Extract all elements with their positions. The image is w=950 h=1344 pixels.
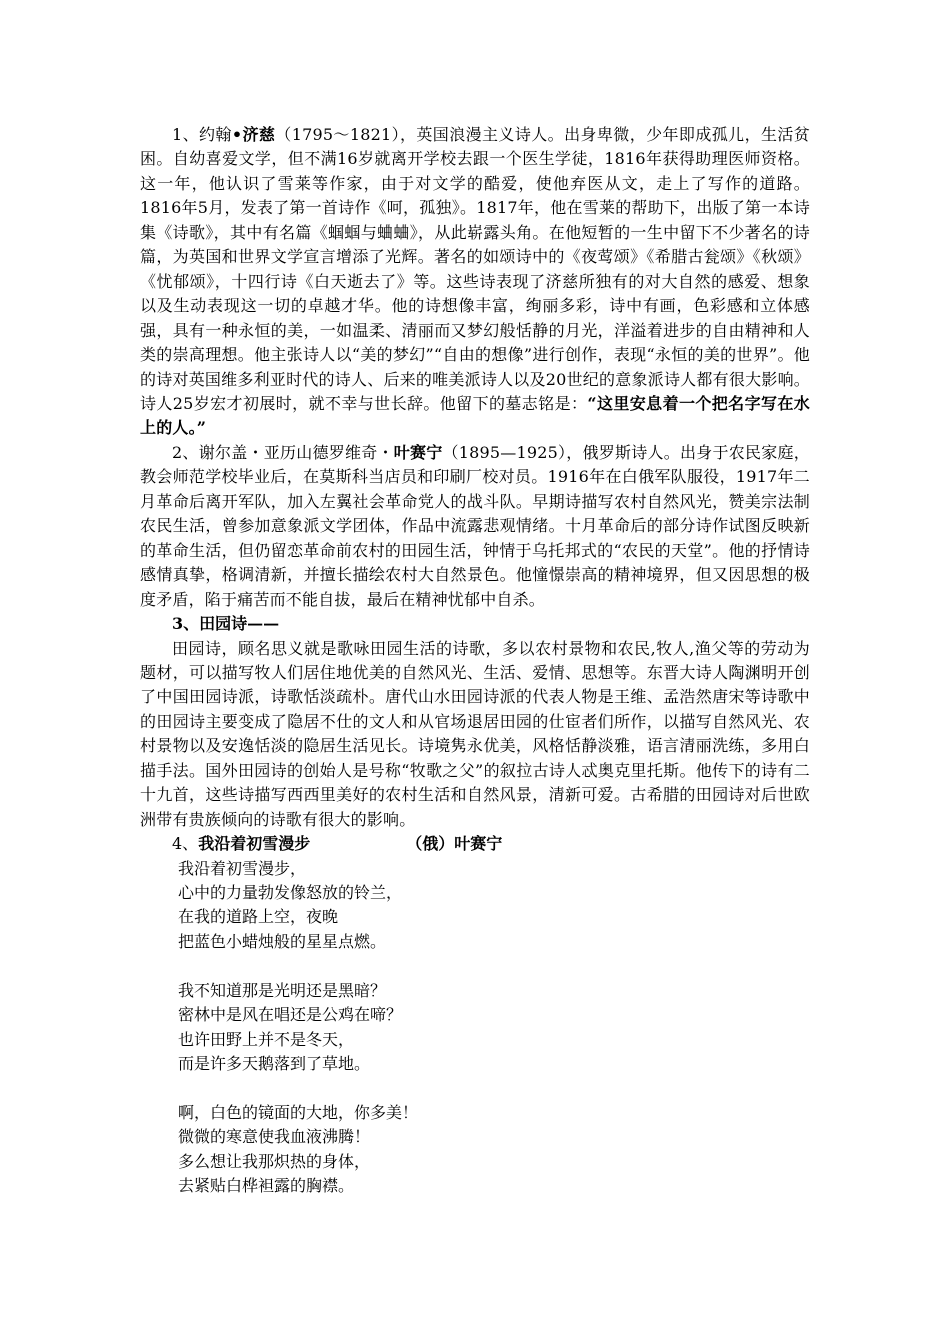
section-yesenin: [140, 441, 810, 612]
keats-name-first: 约翰: [199, 125, 232, 144]
poem-line: 多么想让我那炽热的身体，: [178, 1151, 371, 1171]
name-dot: •: [231, 125, 243, 144]
poem-line: 微微的寒意使我血液沸腾！: [178, 1127, 371, 1147]
document-page: [140, 123, 810, 1199]
section-number: 2、: [172, 442, 199, 462]
section-pastoral-body: 田园诗，顾名思义就是歌咏田园生活的诗歌，多以农村景物和农民,牧人,渔父等的劳动为题材，可以描写牧人们居住地优美的自然风光、生活、爱情、思想等。东晋大诗人陶渊明开创了中国田园诗派，诗歌恬淡疏朴。唐代山水田园诗派的代表人物是王维、孟浩然唐宋等诗歌中的田园诗主要变成了隐居不仕的文人和从官场退居田园的仕宦者们所作，以描写自然风光、农村景物以及安逸恬淡的隐居生活见长。诗境隽永优美，风格恬静淡雅，语言清丽洗练，多用白描手法。国外田园诗的创始人是号称“牧歌之父”的叙拉古诗人忒奥克里托斯。他传下的诗有二十九首，这些诗描写西西里美好的农村生活和自然风景，清新可爱。古希腊的田园诗对后世欧洲带有贵族倾向的诗歌有很大的影响。: [140, 638, 810, 829]
keats-name-last: 济慈: [242, 125, 276, 144]
poem-author: （俄）叶赛宁: [406, 834, 503, 854]
poem-line: 去紧贴白桦袒露的胸襟。: [178, 1176, 355, 1196]
section-keats: [140, 123, 810, 441]
poem-line: 也许田野上并不是冬天，: [178, 1029, 355, 1049]
poem-line: 心中的力量勃发像怒放的铃兰，: [178, 883, 403, 903]
stanza-gap: [178, 954, 810, 978]
poem-line: 我沿着初雪漫步，: [178, 858, 307, 878]
poem-body: [140, 857, 810, 1199]
keats-body: （1795～1821），英国浪漫主义诗人。出身卑微，少年即成孤儿，生活贫困。自幼喜爱文学，但不满16岁就离开学校去跟一个医生学徒，1816年获得助理医师资格。这一年，他认识了雪莱等作家，由于对文学的酷爱，使他弃医从文，走上了写作的道路。1816年5月，发表了第一首诗作《呵，孤独》。1817年，他在雪莱的帮助下，出版了第一本诗集《诗歌》，其中有名篇《蝈蝈与蛐蛐》，从此崭露头角。在他短暂的一生中留下不少著名的诗篇，为英国和世界文学宣言增添了光辉。著名的如颂诗中的《夜莺颂》《希腊古瓮颂》《秋颂》《忧郁颂》，十四行诗《白天逝去了》等。这些诗表现了济慈所独有的对大自然的感爱、想象以及生动表现这一切的卓越才华。他的诗想像丰富，绚丽多彩，诗中有画，色彩感和立体感强，具有一种永恒的美，一如温柔、清丽而又梦幻般恬静的月光，洋溢着进步的自由精神和人类的崇高理想。他主张诗人以“美的梦幻”“自由的想像”进行创作，表现“永恒的美的世界”。他的诗对英国维多利亚时代的诗人、后来的唯美派诗人以及20世纪的意象派诗人都有很大影响。诗人25岁宏才初展时，就不幸与世长辞。他留下的墓志铭是：: [140, 125, 810, 413]
poem-line: 啊，白色的镜面的大地，你多美！: [178, 1102, 419, 1122]
poem-line: 把蓝色小蜡烛般的星星点燃。: [178, 931, 387, 951]
poem-line: 我不知道那是光明还是黑暗？: [178, 980, 387, 1000]
poem-title: 我沿着初雪漫步: [198, 834, 311, 854]
yesenin-name-last: 叶赛宁: [393, 442, 443, 462]
poem-line: 在我的道路上空，夜晚: [178, 907, 339, 927]
poem-line: 密林中是风在唱还是公鸡在啼？: [178, 1005, 403, 1025]
section-number: 1、: [172, 125, 199, 144]
section-number: 4、: [172, 834, 199, 854]
yesenin-body: （1895—1925），俄罗斯诗人。出身于农民家庭，教会师范学校毕业后，在莫斯科当店员和印刷厂校对员。1916年在白俄军队服役，1917年二月革命后离开军队，加入左翼社会革命党人的战斗队。早期诗描写农村自然风光，赞美宗法制农民生活，曾参加意象派文学团体，作品中流露悲观情绪。十月革命后的部分诗作试图反映新的革命生活，但仍留恋革命前农村的田园生活，钟情于乌托邦式的“农民的天堂”。他的抒情诗感情真挚，格调清新，并擅长描绘农村大自然景色。他憧憬崇高的精神境界，但又因思想的极度矛盾，陷于痛苦而不能自拔，最后在精神忧郁中自杀。: [140, 442, 810, 609]
poem-heading: [140, 832, 810, 856]
yesenin-name-first: 谢尔盖・亚历山德罗维奇・: [198, 442, 394, 462]
stanza-gap: [178, 1077, 810, 1101]
section-pastoral-heading: 3、田园诗——: [172, 614, 280, 634]
keats-epitaph: “这里安息着一个把名字写在水上的人。”: [140, 393, 810, 438]
poem-line: 而是许多天鹅落到了草地。: [178, 1054, 371, 1074]
